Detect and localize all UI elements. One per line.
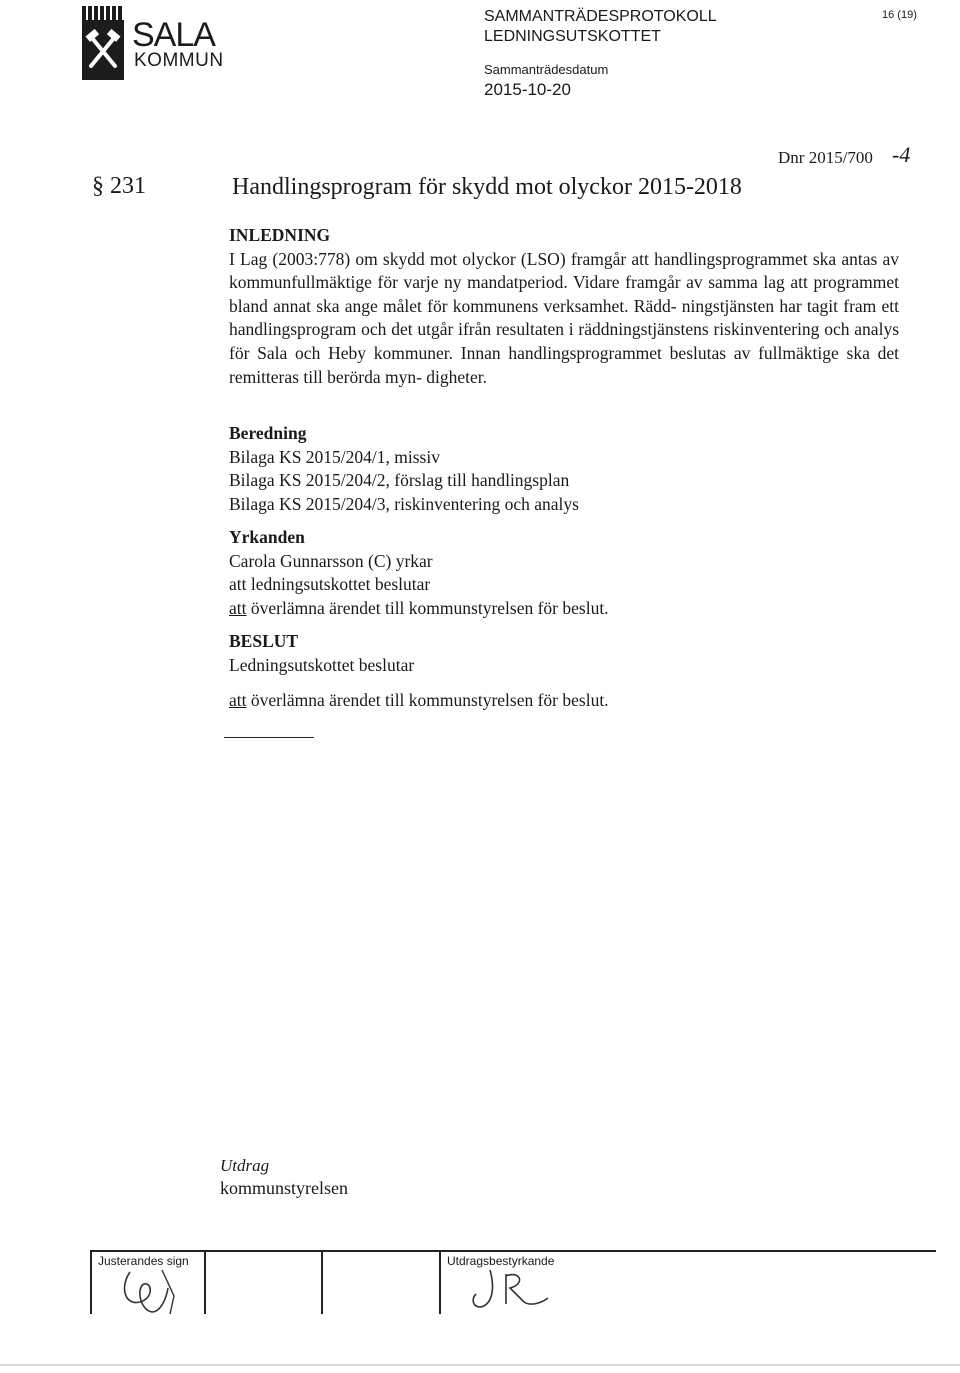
page-number: 16 (19) <box>882 9 917 21</box>
yrkanden-proposal <box>229 597 899 621</box>
end-rule <box>224 737 314 738</box>
diary-number: Dnr 2015/700 <box>778 148 873 167</box>
yrkanden-line: Carola Gunnarsson (C) yrkar <box>229 550 433 571</box>
inledning-block <box>229 224 899 389</box>
inledning-heading: INLEDNING <box>229 225 331 245</box>
beslut-block <box>229 630 899 677</box>
attachment-item: Bilaga KS 2015/204/2, förslag till handlingsplan <box>229 470 570 491</box>
logo-name: SALA <box>132 16 215 54</box>
justerandes-sign-label: Justerandes sign <box>98 1254 189 1268</box>
logo-crown <box>82 6 124 20</box>
sig-divider <box>439 1250 441 1314</box>
utdrag-label: Utdrag <box>220 1156 270 1175</box>
utdragsbestyrkande-label: Utdragsbestyrkande <box>447 1254 555 1268</box>
page-bottom-edge <box>0 1364 960 1366</box>
date-label: Sammanträdesdatum <box>484 62 609 77</box>
beslut-heading: BESLUT <box>229 631 299 651</box>
decision-text: överlämna ärendet till kommunstyrelsen för beslut. <box>246 690 609 710</box>
inledning-text: I Lag (2003:778) om skydd mot olyckor (LSO) framgår att handlingsprogrammet ska antas av kommunfullmäktige för varje ny mandatperiod. Vidare framgår av samma lag att programmet bland annat ska ange målet för kommunens verksamhet. Rädd- ningstjänsten har tagit fram ett handlingsprogram och det utgår ifrån resultaten i räddningstjänstens riskinventering och analys för Sala och Heby kommuner. Innan handlingsprogrammet beslutas av fullmäktige ska det remitteras till berörda myn- digheter. <box>229 248 899 387</box>
attachment-item: Bilaga KS 2015/204/3, riskinventering och analys <box>229 493 579 514</box>
sig-divider <box>90 1250 92 1314</box>
logo-subtitle: KOMMUN <box>134 50 224 71</box>
attachment-item: Bilaga KS 2015/204/1, missiv <box>229 446 440 467</box>
att-marker: att <box>229 597 247 618</box>
sig-divider <box>321 1250 323 1314</box>
section-number: § 231 <box>92 173 146 199</box>
utdrag-recipient: kommunstyrelsen <box>220 1178 348 1198</box>
yrkanden-heading: Yrkanden <box>229 527 305 547</box>
diary-number-handwritten: -4 <box>892 142 911 167</box>
sig-top-line <box>90 1250 936 1252</box>
yrkanden-block <box>229 526 899 620</box>
signature-table <box>90 1250 936 1314</box>
att-marker: att <box>229 690 247 710</box>
yrkanden-line: att ledningsutskottet beslutar <box>229 574 431 595</box>
sig-divider <box>204 1250 206 1314</box>
beredning-heading: Beredning <box>229 423 307 443</box>
beredning-block <box>229 422 899 516</box>
handwritten-signature <box>110 1266 190 1316</box>
meeting-date: 2015-10-20 <box>484 80 571 99</box>
proposal-text: överlämna ärendet till kommunstyrelsen för beslut. <box>246 597 609 618</box>
committee-name: LEDNINGSUTSKOTTET <box>484 28 661 45</box>
beslut-line: Ledningsutskottet beslutar <box>229 654 415 675</box>
handwritten-signature <box>460 1264 570 1314</box>
document-type: SAMMANTRÄDESPROTOKOLL <box>484 8 717 25</box>
beslut-decision <box>229 689 899 713</box>
section-title: Handlingsprogram för skydd mot olyckor 2015-2018 <box>232 174 742 200</box>
